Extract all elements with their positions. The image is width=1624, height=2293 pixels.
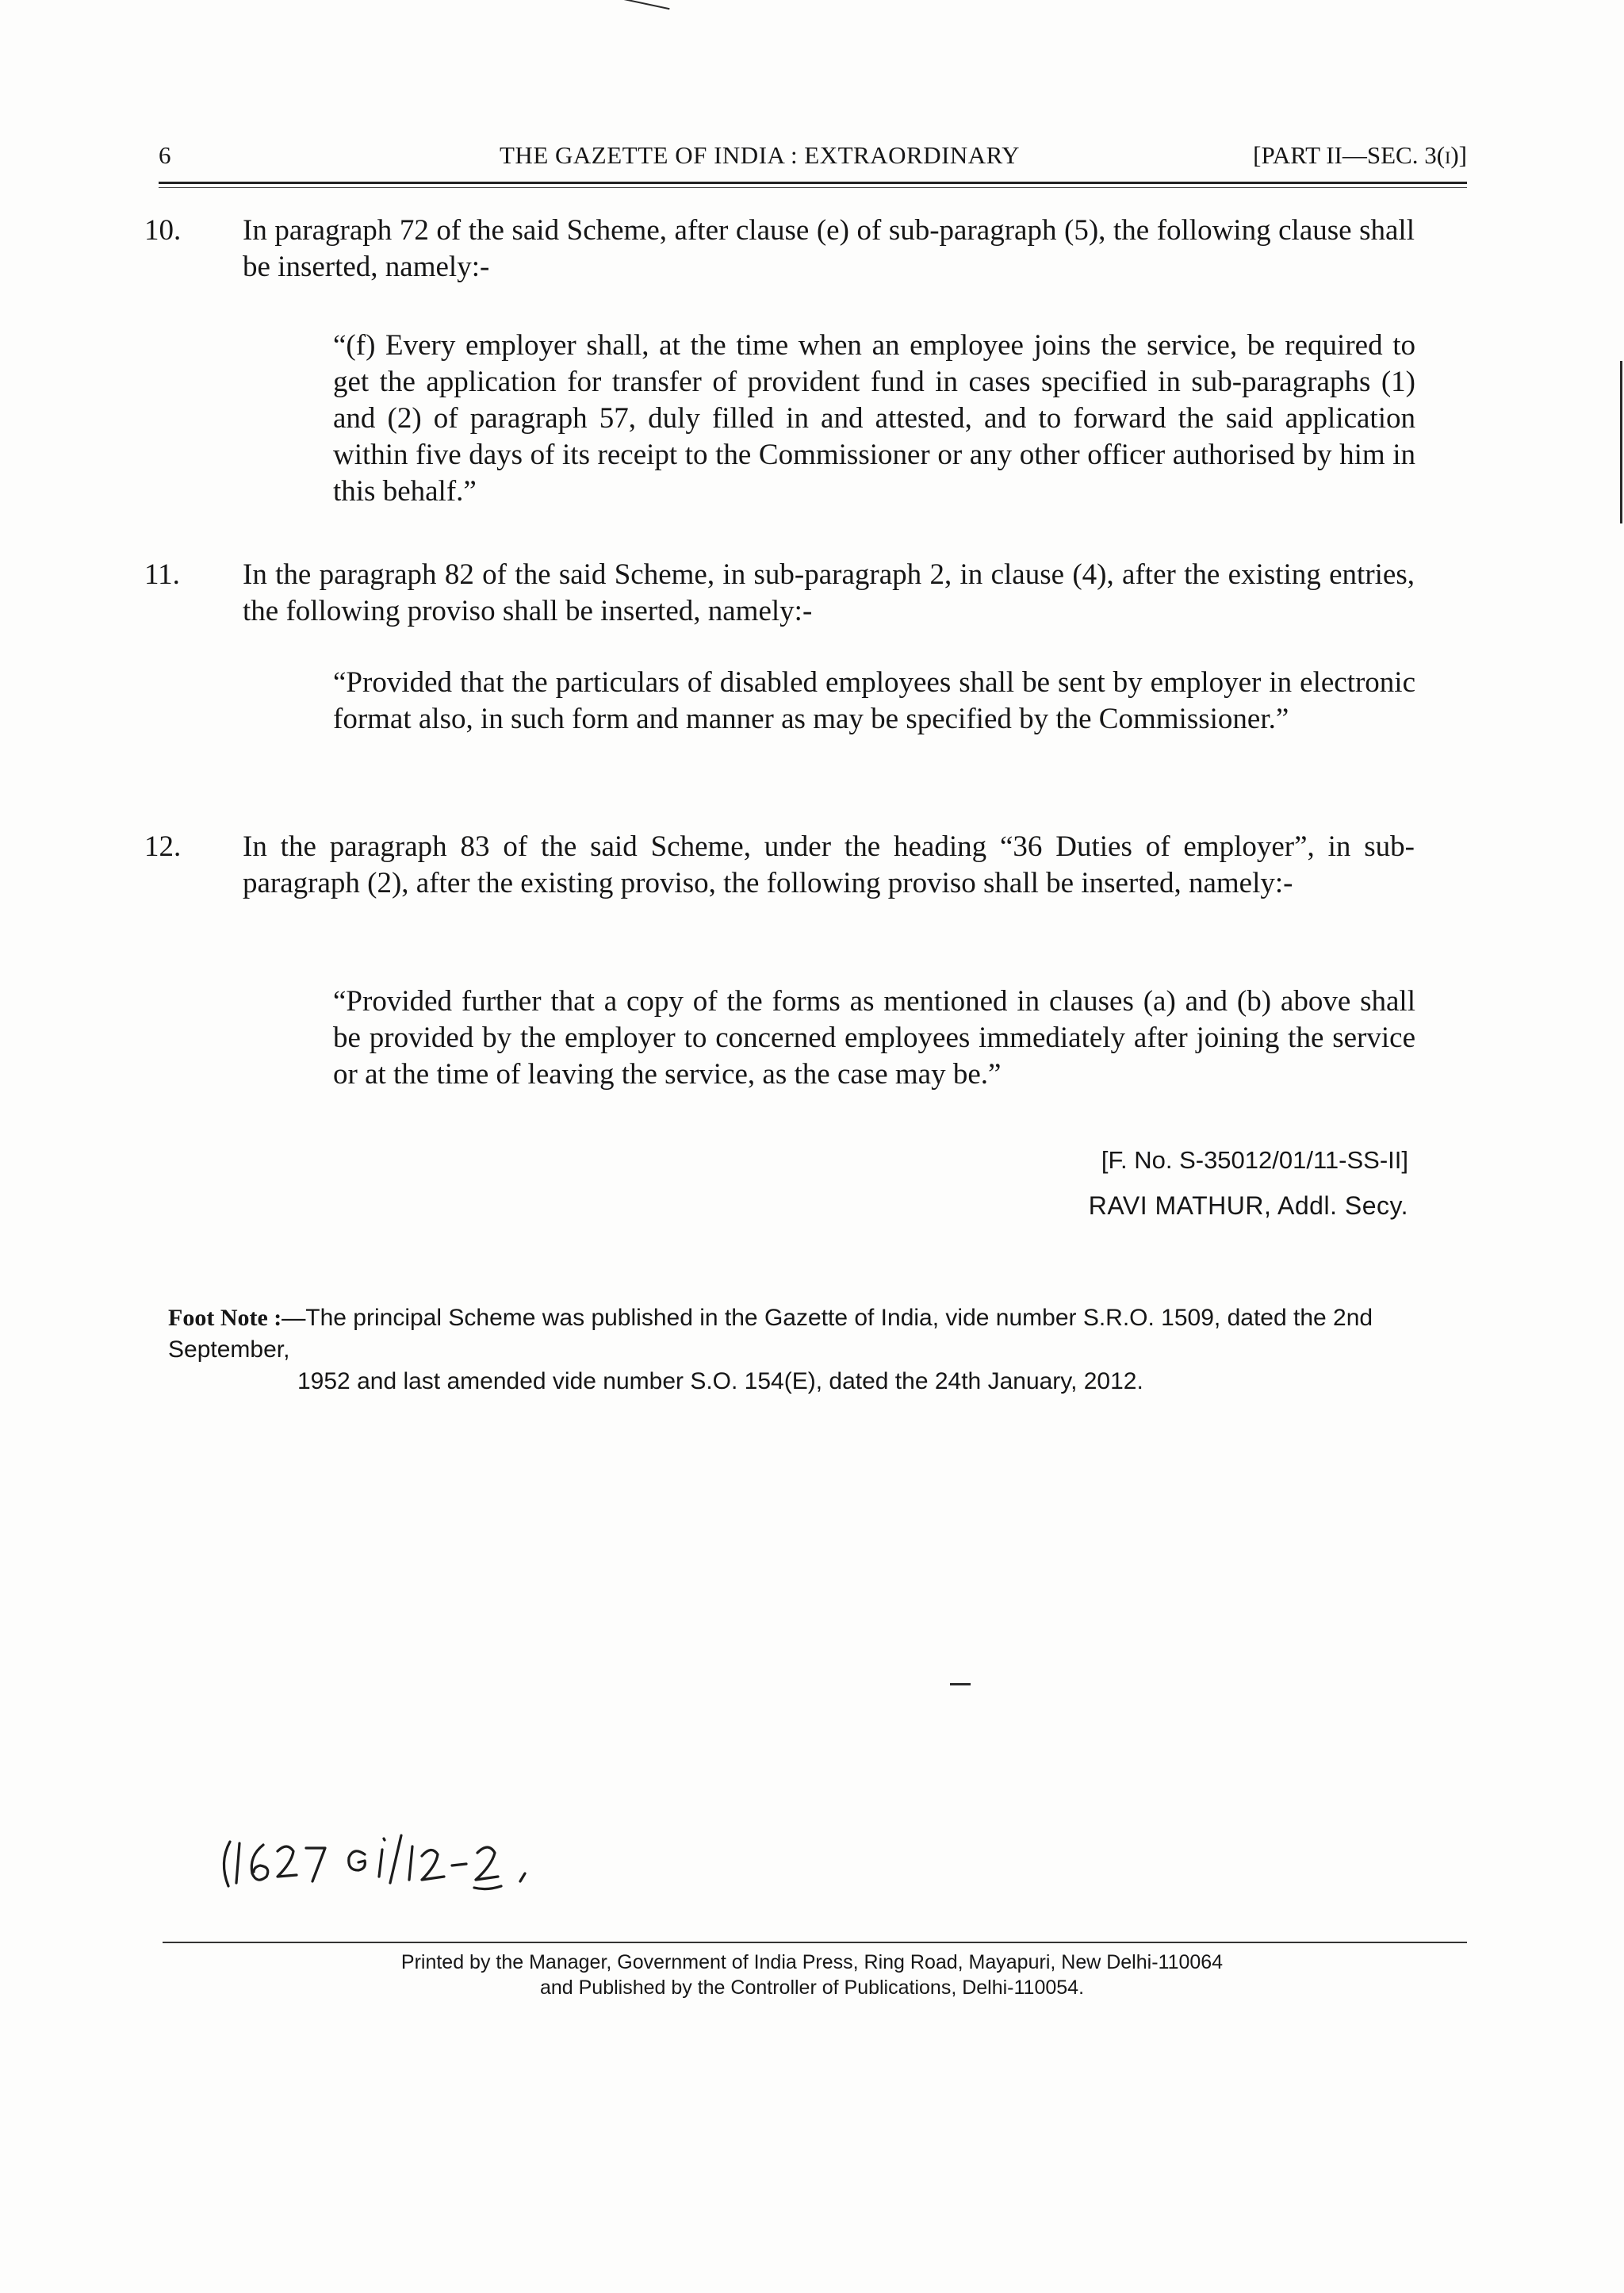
- paragraph-12: [144, 829, 1415, 902]
- scan-top-mark: [622, 0, 669, 10]
- footnote: [168, 1302, 1469, 1398]
- header-rule-thin: [159, 187, 1467, 188]
- paragraph-11-quote: “Provided that the particulars of disabled employees shall be sent by employer in electronic format also, in such form and manner as may be specified by the Commissioner.”: [333, 666, 1415, 735]
- header-rule: [159, 182, 1467, 184]
- footnote-label: Foot Note :—: [168, 1305, 306, 1331]
- handwritten-reference-note: [214, 1824, 587, 1896]
- footnote-line-2: 1952 and last amended vide number S.O. 154(E), dated the 24th January, 2012.: [297, 1368, 1143, 1394]
- printer-imprint: [0, 1950, 1624, 2000]
- paragraph-10: [144, 213, 1415, 286]
- paragraph-text: In the paragraph 83 of the said Scheme, under the heading “36 Duties of employer”, in sub-paragraph (2), after the existing proviso, the following proviso shall be inserted, namely:-: [243, 830, 1415, 899]
- paragraph-10-quote: “(f) Every employer shall, at the time when an employee joins the service, be required to get the application for transfer of provident fund in cases specified in sub-paragraphs (1) and (2) of paragraph 57, duly filled in and attested, and to forward the said application within five days of its receipt to the Commissioner or any other officer authorised by him in this behalf.”: [333, 329, 1415, 508]
- paragraph-12-quote: “Provided further that a copy of the forms as mentioned in clauses (a) and (b) above shall be provided by the employer to concerned employees immediately after joining the service or at the time of leaving the service, as the case may be.”: [333, 985, 1415, 1091]
- signatory-name: RAVI MATHUR, Addl. Secy.: [1088, 1191, 1408, 1220]
- part-section-label: [PART II—SEC. 3(i)]: [1253, 141, 1467, 169]
- paragraph-number: 11.: [144, 558, 180, 591]
- paragraph-number: 10.: [144, 214, 182, 247]
- paragraph-text: In paragraph 72 of the said Scheme, after clause (e) of sub-paragraph (5), the following clause shall be inserted, namely:-: [243, 214, 1415, 283]
- footnote-line-1: The principal Scheme was published in the Gazette of India, vide number S.R.O. 1509, dated the 2nd September,: [168, 1305, 1373, 1363]
- scan-dash-mark: [950, 1683, 971, 1685]
- gazette-title: THE GAZETTE OF INDIA : EXTRAORDINARY: [500, 141, 1021, 169]
- paragraph-number: 12.: [144, 830, 182, 863]
- imprint-line-2: and Published by the Controller of Publications, Delhi-110054.: [539, 1977, 1085, 1999]
- paragraph-11: [144, 557, 1415, 630]
- imprint-line-1: Printed by the Manager, Government of India Press, Ring Road, Mayapuri, New Delhi-110064: [400, 1951, 1224, 1973]
- page-number: 6: [159, 141, 171, 169]
- scan-edge-mark: [1620, 361, 1622, 523]
- footer-rule: [163, 1942, 1467, 1943]
- paragraph-text: In the paragraph 82 of the said Scheme, in sub-paragraph 2, in clause (4), after the existing entries, the following proviso shall be inserted, namely:-: [243, 558, 1415, 627]
- page-header: [159, 141, 1467, 176]
- file-number: [F. No. S-35012/01/11-SS-II]: [1101, 1146, 1408, 1174]
